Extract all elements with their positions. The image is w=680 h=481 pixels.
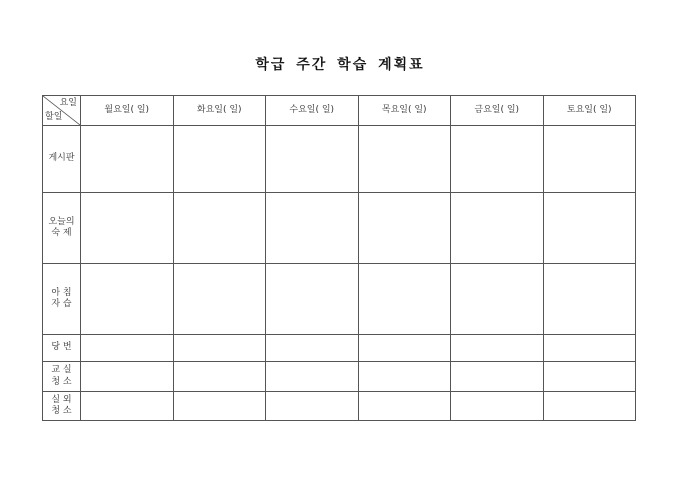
plan-cell[interactable] xyxy=(81,126,174,193)
row-label: 아 침 자 습 xyxy=(43,264,81,335)
plan-cell[interactable] xyxy=(81,264,174,335)
plan-cell[interactable] xyxy=(266,264,359,335)
row-homework xyxy=(43,193,636,264)
row-outdoor-cleaning xyxy=(43,392,636,421)
plan-cell[interactable] xyxy=(451,126,544,193)
row-label: 실 외 청 소 xyxy=(43,392,81,421)
plan-cell[interactable] xyxy=(543,126,636,193)
plan-cell[interactable] xyxy=(358,362,451,392)
plan-cell[interactable] xyxy=(358,264,451,335)
plan-cell[interactable] xyxy=(451,335,544,362)
row-label: 게시판 xyxy=(43,126,81,193)
corner-day-label: 요일 xyxy=(59,98,77,108)
day-header-mon: 월요일( 일) xyxy=(81,96,174,126)
plan-cell[interactable] xyxy=(266,335,359,362)
header-row xyxy=(43,96,636,126)
row-classroom-cleaning xyxy=(43,362,636,392)
plan-cell[interactable] xyxy=(81,193,174,264)
row-duty xyxy=(43,335,636,362)
plan-cell[interactable] xyxy=(173,335,266,362)
plan-cell[interactable] xyxy=(543,362,636,392)
plan-cell[interactable] xyxy=(173,392,266,421)
plan-cell[interactable] xyxy=(266,126,359,193)
day-header-tue: 화요일( 일) xyxy=(173,96,266,126)
plan-cell[interactable] xyxy=(358,126,451,193)
plan-cell[interactable] xyxy=(543,264,636,335)
plan-cell[interactable] xyxy=(358,335,451,362)
row-morning-study xyxy=(43,264,636,335)
day-header-fri: 금요일( 일) xyxy=(451,96,544,126)
plan-cell[interactable] xyxy=(173,193,266,264)
plan-cell[interactable] xyxy=(173,264,266,335)
plan-cell[interactable] xyxy=(81,392,174,421)
plan-cell[interactable] xyxy=(451,193,544,264)
plan-cell[interactable] xyxy=(266,362,359,392)
plan-cell[interactable] xyxy=(451,392,544,421)
row-label: 교 실 청 소 xyxy=(43,362,81,392)
row-label: 당 번 xyxy=(43,335,81,362)
row-label: 오늘의 숙 제 xyxy=(43,193,81,264)
plan-cell[interactable] xyxy=(173,126,266,193)
plan-cell[interactable] xyxy=(358,392,451,421)
plan-cell[interactable] xyxy=(543,335,636,362)
plan-cell[interactable] xyxy=(543,392,636,421)
day-header-wed: 수요일( 일) xyxy=(266,96,359,126)
page-title: 학급 주간 학습 계획표 xyxy=(255,57,425,73)
plan-cell[interactable] xyxy=(451,362,544,392)
plan-cell[interactable] xyxy=(81,362,174,392)
plan-cell[interactable] xyxy=(266,392,359,421)
corner-task-label: 할일 xyxy=(45,111,63,122)
day-header-thu: 목요일( 일) xyxy=(358,96,451,126)
plan-cell[interactable] xyxy=(451,264,544,335)
plan-cell[interactable] xyxy=(543,193,636,264)
row-bulletin-board xyxy=(43,126,636,193)
day-header-sat: 토요일( 일) xyxy=(543,96,636,126)
plan-cell[interactable] xyxy=(266,193,359,264)
plan-cell[interactable] xyxy=(358,193,451,264)
weekly-plan-table xyxy=(42,95,636,421)
plan-cell[interactable] xyxy=(173,362,266,392)
plan-cell[interactable] xyxy=(81,335,174,362)
corner-cell xyxy=(43,96,81,126)
